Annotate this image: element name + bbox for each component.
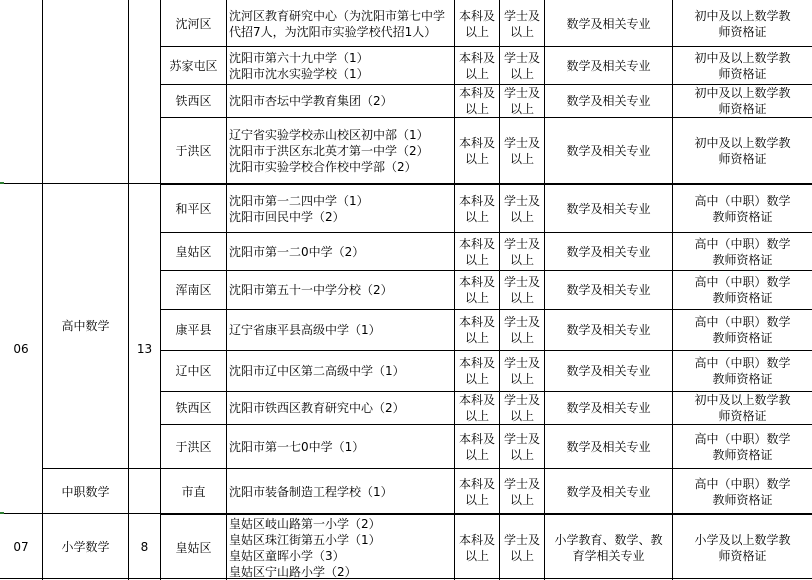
cell-line: 小学教育、数学、教 <box>554 532 663 547</box>
cell-education <box>455 85 499 117</box>
cell-line: 以上 <box>509 447 534 462</box>
cell-district: 皇姑区 <box>175 540 212 555</box>
cell-schools <box>227 47 454 84</box>
cell-line: 沈阳市回民中学（2） <box>229 209 345 224</box>
cell-line: 以上 <box>464 102 489 116</box>
cell-line: 辽宁省康平县高级中学（1） <box>229 323 381 337</box>
cell-line: 高中（中职）数学 <box>694 431 791 446</box>
cell-line: 以上 <box>464 409 489 423</box>
cell-line: 数学及相关专业 <box>566 484 651 499</box>
cell-line: 数学及相关专业 <box>566 401 651 415</box>
cell-schools <box>227 233 454 270</box>
cell-line: 初中及以上数学教 <box>694 50 791 65</box>
cell-district: 于洪区 <box>175 144 212 158</box>
cell-schools <box>227 1 454 46</box>
cell-line: 以上 <box>509 492 534 507</box>
cell-degree <box>500 1 544 46</box>
cell-line: 沈阳市第一七0中学（1） <box>229 439 365 454</box>
cell-line: 教师资格证 <box>712 447 773 462</box>
cell-schools <box>227 310 454 350</box>
cell-line: 以上 <box>509 102 534 116</box>
cell-line: 育学相关专业 <box>572 548 645 563</box>
cell-line: 高中（中职）数学 <box>694 275 791 289</box>
cell-education <box>455 1 499 46</box>
cell-line: 以上 <box>509 372 534 386</box>
cell-line: 数学及相关专业 <box>566 439 651 454</box>
cell-line: 皇姑区珠江街第五小学（1） <box>229 532 381 547</box>
cell-cert <box>673 392 812 424</box>
cell-education <box>455 271 499 309</box>
cell-district: 沈河区 <box>175 16 212 31</box>
cell-line: 本科及 <box>458 393 495 407</box>
cell-line: 学士及 <box>503 476 540 491</box>
cell-degree <box>500 392 544 424</box>
cell-district: 和平区 <box>175 201 212 216</box>
cell-line: 本科及 <box>458 431 495 446</box>
cell-schools <box>227 118 454 184</box>
cell-line: 沈阳市于洪区东北英才第一中学（2） <box>229 144 429 158</box>
cell-line: 学士及 <box>503 431 540 446</box>
cell-line: 本科及 <box>458 236 495 251</box>
cell-degree <box>500 469 544 514</box>
cell-line: 学士及 <box>503 50 540 65</box>
cell-line: 沈阳市辽中区第二高级中学（1） <box>229 364 405 378</box>
cell-line: 初中及以上数学教 <box>694 8 791 23</box>
cell-schools <box>227 85 454 117</box>
cell-line: 数学及相关专业 <box>566 283 651 297</box>
cell-line: 沈阳市第一二0中学（2） <box>229 244 365 259</box>
cell-line: 以上 <box>464 492 489 507</box>
cell-education <box>455 392 499 424</box>
cell-line: 沈阳市第五十一中学分校（2） <box>229 283 393 297</box>
cell-district: 辽中区 <box>175 364 212 378</box>
cell-line: 师资格证 <box>718 24 767 39</box>
cell-line: 辽宁省实验学校赤山校区初中部（1） <box>229 128 429 142</box>
cell-line: 学士及 <box>503 356 540 370</box>
cell-degree <box>500 310 544 350</box>
cell-cert <box>673 469 812 514</box>
cell-schools <box>227 515 454 580</box>
cell-line: 代招7人，为沈阳市实验学校代招1人） <box>229 24 437 39</box>
cell-cert <box>673 351 812 391</box>
cell-line: 皇姑区岐山路第一小学（2） <box>229 516 381 531</box>
cell-line: 教师资格证 <box>712 209 773 224</box>
cell-line: 教师资格证 <box>712 291 773 305</box>
cell-degree <box>500 271 544 309</box>
cell-education <box>455 233 499 270</box>
cell-line: 以上 <box>464 291 489 305</box>
cell-line: 本科及 <box>458 532 495 547</box>
cell-district: 苏家屯区 <box>169 58 218 73</box>
cell-line: 教师资格证 <box>712 331 773 345</box>
cell-education <box>455 47 499 84</box>
cell-district: 铁西区 <box>175 94 212 108</box>
cell-degree <box>500 351 544 391</box>
cell-major <box>545 351 672 391</box>
cell-schools <box>227 351 454 391</box>
cell-major <box>545 85 672 117</box>
cell-line: 本科及 <box>458 50 495 65</box>
cell-line: 师资格证 <box>718 548 767 563</box>
cell-line: 学士及 <box>503 393 540 407</box>
cell-degree <box>500 47 544 84</box>
group-code-07: 07 <box>13 540 29 554</box>
cell-schools <box>227 425 454 468</box>
cell-line: 皇姑区童晖小学（3） <box>229 548 345 563</box>
cell-line: 学士及 <box>503 86 540 100</box>
cell-line: 以上 <box>509 548 534 563</box>
cell-line: 初中及以上数学教 <box>694 136 791 150</box>
cell-line: 师资格证 <box>718 409 767 423</box>
cell-line: 本科及 <box>458 356 495 370</box>
cell-line: 数学及相关专业 <box>566 16 651 31</box>
cell-line: 学士及 <box>503 236 540 251</box>
cell-line: 以上 <box>509 291 534 305</box>
cell-district: 铁西区 <box>175 401 212 415</box>
cell-line: 本科及 <box>458 8 495 23</box>
cell-line: 高中（中职）数学 <box>694 476 791 491</box>
cell-line: 沈阳市实验学校合作校中学部（2） <box>229 160 417 174</box>
subject-vocational-math: 中职数学 <box>61 484 110 499</box>
cell-major <box>545 1 672 46</box>
cell-line: 师资格证 <box>718 102 767 116</box>
headcount-06: 13 <box>136 342 153 356</box>
cell-education <box>455 351 499 391</box>
cell-line: 本科及 <box>458 275 495 289</box>
cell-line: 以上 <box>464 24 489 39</box>
cell-line: 初中及以上数学教 <box>694 393 791 407</box>
cell-line: 沈阳市沈水实验学校（1） <box>229 66 369 81</box>
cell-line: 本科及 <box>458 193 495 208</box>
cell-line: 小学及以上数学教 <box>694 532 791 547</box>
cell-degree <box>500 85 544 117</box>
cell-degree <box>500 515 544 580</box>
cell-line: 数学及相关专业 <box>566 94 651 108</box>
cell-major <box>545 425 672 468</box>
cell-line: 以上 <box>509 409 534 423</box>
cell-major <box>545 310 672 350</box>
cell-line: 以上 <box>509 331 534 345</box>
cell-line: 教师资格证 <box>712 372 773 386</box>
cell-line: 以上 <box>464 66 489 81</box>
cell-line: 教师资格证 <box>712 252 773 267</box>
cell-cert <box>673 47 812 84</box>
cell-major <box>545 47 672 84</box>
cell-district: 康平县 <box>175 323 212 337</box>
cell-line: 以上 <box>464 152 489 166</box>
cell-line: 沈阳市装备制造工程学校（1） <box>229 484 393 499</box>
cell-line: 以上 <box>464 331 489 345</box>
cell-cert <box>673 310 812 350</box>
cell-degree <box>500 425 544 468</box>
cell-line: 数学及相关专业 <box>566 323 651 337</box>
subject-high-school-math: 高中数学 <box>61 319 110 333</box>
cell-cert <box>673 233 812 270</box>
cell-line: 学士及 <box>503 532 540 547</box>
cell-line: 高中（中职）数学 <box>694 193 791 208</box>
cell-line: 学士及 <box>503 275 540 289</box>
cell-cert <box>673 1 812 46</box>
cell-line: 以上 <box>509 66 534 81</box>
cell-district: 浑南区 <box>175 283 212 297</box>
cell-major <box>545 469 672 514</box>
column-divider <box>42 0 43 580</box>
cell-line: 以上 <box>509 252 534 267</box>
sheet-edge-mark <box>0 512 4 514</box>
cell-line: 学士及 <box>503 193 540 208</box>
cell-major <box>545 515 672 580</box>
cell-line: 本科及 <box>458 476 495 491</box>
cell-major <box>545 271 672 309</box>
cell-line: 高中（中职）数学 <box>694 236 791 251</box>
cell-line: 沈阳市杏坛中学教育集团（2） <box>229 94 393 108</box>
cell-cert <box>673 271 812 309</box>
cell-schools <box>227 185 454 232</box>
cell-line: 师资格证 <box>718 152 767 166</box>
cell-education <box>455 118 499 184</box>
cell-line: 数学及相关专业 <box>566 58 651 73</box>
cell-line: 本科及 <box>458 315 495 329</box>
cell-line: 数学及相关专业 <box>566 244 651 259</box>
cell-line: 以上 <box>464 372 489 386</box>
cell-line: 以上 <box>509 152 534 166</box>
cell-cert <box>673 185 812 232</box>
cell-major <box>545 118 672 184</box>
sheet-edge-mark <box>0 182 4 184</box>
cell-line: 沈阳市铁西区教育研究中心（2） <box>229 401 405 415</box>
cell-line: 沈阳市第一二四中学（1） <box>229 193 369 208</box>
cell-district: 皇姑区 <box>175 244 212 259</box>
cell-schools <box>227 392 454 424</box>
cell-education <box>455 469 499 514</box>
cell-line: 学士及 <box>503 136 540 150</box>
subject-divider <box>42 468 160 469</box>
cell-district: 市直 <box>181 484 206 499</box>
cell-line: 以上 <box>464 209 489 224</box>
cell-line: 以上 <box>509 209 534 224</box>
cell-major <box>545 233 672 270</box>
cell-line: 数学及相关专业 <box>566 364 651 378</box>
cell-education <box>455 515 499 580</box>
cell-education <box>455 425 499 468</box>
cell-schools <box>227 271 454 309</box>
cell-major <box>545 392 672 424</box>
cell-line: 以上 <box>464 447 489 462</box>
cell-line: 高中（中职）数学 <box>694 315 791 329</box>
cell-line: 沈河区教育研究中心（为沈阳市第七中学 <box>229 8 446 23</box>
cell-line: 本科及 <box>458 136 495 150</box>
cell-line: 学士及 <box>503 315 540 329</box>
subject-primary-math: 小学数学 <box>61 540 110 554</box>
headcount-07: 8 <box>140 540 149 554</box>
cell-line: 高中（中职）数学 <box>694 356 791 370</box>
cell-education <box>455 310 499 350</box>
cell-schools <box>227 469 454 514</box>
cell-district: 于洪区 <box>175 439 212 454</box>
cell-line: 数学及相关专业 <box>566 144 651 158</box>
cell-education <box>455 185 499 232</box>
cell-line: 初中及以上数学教 <box>694 86 791 100</box>
cell-degree <box>500 185 544 232</box>
cell-cert <box>673 85 812 117</box>
cell-line: 以上 <box>464 548 489 563</box>
cell-line: 师资格证 <box>718 66 767 81</box>
cell-line: 沈阳市第六十九中学（1） <box>229 50 369 65</box>
cell-cert <box>673 515 812 580</box>
cell-degree <box>500 118 544 184</box>
cell-line: 本科及 <box>458 86 495 100</box>
cell-line: 以上 <box>509 24 534 39</box>
cell-degree <box>500 233 544 270</box>
cell-line: 数学及相关专业 <box>566 201 651 216</box>
group-code-06: 06 <box>13 342 29 356</box>
cell-line: 学士及 <box>503 8 540 23</box>
cell-line: 皇姑区宁山路小学（2） <box>229 564 357 579</box>
cell-cert <box>673 118 812 184</box>
column-divider <box>128 0 129 580</box>
cell-major <box>545 185 672 232</box>
cell-line: 以上 <box>464 252 489 267</box>
cell-cert <box>673 425 812 468</box>
cell-line: 教师资格证 <box>712 492 773 507</box>
